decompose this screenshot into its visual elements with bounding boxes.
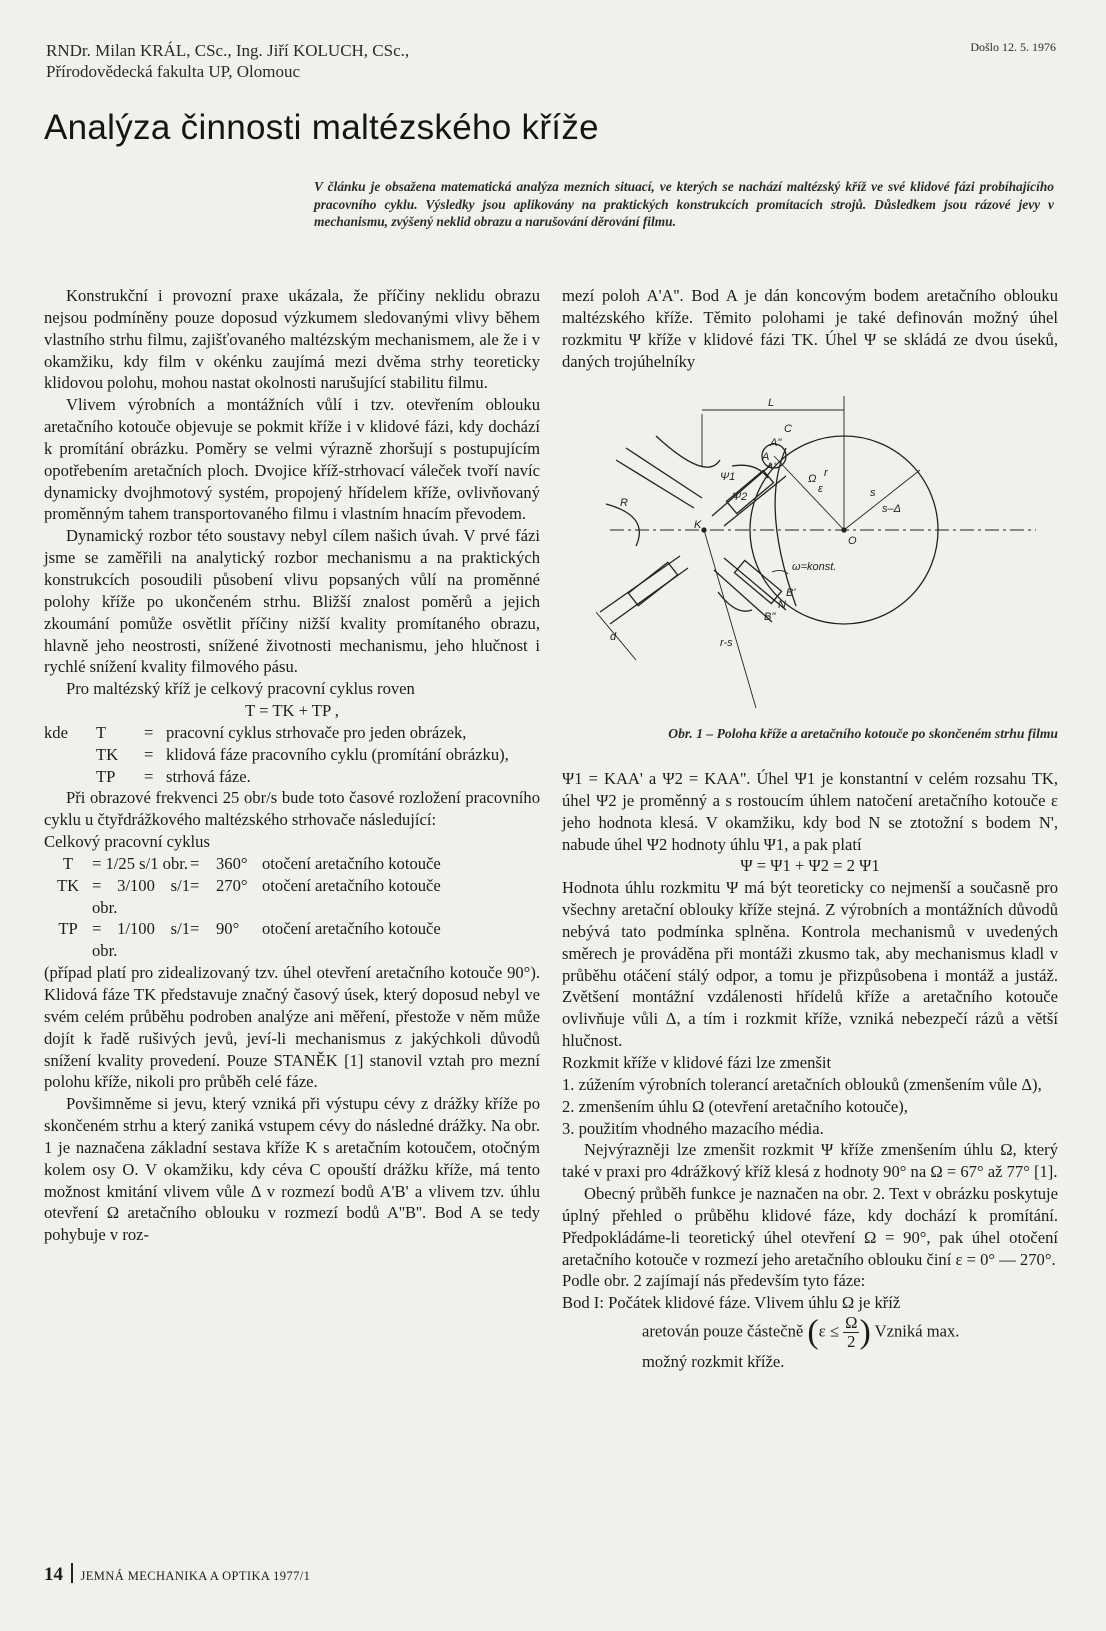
affiliation: Přírodovědecká fakulta UP, Olomouc xyxy=(46,62,300,81)
paragraph: Ψ1 = KAA' a Ψ2 = KAA''. Úhel Ψ1 je konstantní v celém rozsahu TK, úhel Ψ2 je proměnný a s rostoucím úhlem natočení aretačního kotouče ε jeho hodnota klesá. V okamžiku, kdy bod N se ztotožní s bodem N', nabude úhel Ψ2 hodnoty úhlu Ψ1, a pak platí xyxy=(562,769,1058,854)
footer-divider xyxy=(71,1563,73,1583)
paragraph: Hodnota úhlu rozkmitu Ψ má být teoreticky co nejmenší a současně pro všechny aretační oblouky kříže stejná. Z výrobních a montážních důvodů nebývá tato podmínka splněna. Kontrola mechanismů v uvedených směrech je prováděna při montáži zkusmo tak, aby mechanismus kladl v průběhu otáčení stálý odpor, a tomu je přizpůsobena i montáž a justáž. Zvětšení montážní vzdálenosti hřídelů kříže a aretačního kotouče ovlivňuje vůli Δ, a tím i rozkmit kříže, vzniká nebezpečí rázů a větší hlučnost. xyxy=(562,878,1058,1051)
def-symbol: TK xyxy=(96,744,119,764)
bod-line: Bod I: Počátek klidové fáze. Vlivem úhlu Ω je kříž xyxy=(562,1293,901,1313)
timing-symbol: T xyxy=(62,853,74,873)
maltese-cross-diagram xyxy=(596,396,1056,718)
paragraph: Povšimněme si jevu, který vzniká při výstupu cévy z drážky kříže po skončeném strhu a který zaniká vstupem cévy do následné drážky. Na obr. 1 je naznačena základní sestava kříže K s aretačním kotoučem, otočným kolem osy O. V okamžiku, kdy céva C opouští drážku kříže, má tento možnost kmitání vlivem vůle Δ v rozmezí bodů A'B' a vlivem tzv. úhlu otevření Ω aretačního oblouku v rozmezí bodů A''B''. Bod A se tedy pohybuje v roz- xyxy=(44,1094,540,1245)
bod-text: Vzniká max. xyxy=(874,1321,960,1341)
author-block xyxy=(46,40,409,82)
label-N: N xyxy=(778,599,786,611)
timing-angle: 360° xyxy=(216,853,248,873)
list-item: 1. zúžením výrobních tolerancí aretačních oblouků (zmenšením vůle Δ), xyxy=(562,1074,1042,1094)
fraction xyxy=(843,1314,859,1351)
paragraph: Při obrazové frekvenci 25 obr/s bude toto časové rozložení pracovního cyklu u čtyřdrážkového maltézského strhovače následující: xyxy=(44,788,540,830)
article-title: Analýza činnosti maltézského kříže xyxy=(44,108,599,147)
timing-value: = 3/100 s/1 obr. xyxy=(92,875,190,917)
list-item: 2. zmenšením úhlu Ω (otevření aretačního kotouče), xyxy=(562,1096,908,1116)
authors: RNDr. Milan KRÁL, CSc., Ing. Jiří KOLUCH, CSc., xyxy=(46,41,410,60)
timing-value: = 1/100 s/1 obr. xyxy=(92,919,190,961)
timing-text: otočení aretačního kotouče xyxy=(262,853,441,873)
bod-lhs: ε ≤ xyxy=(818,1321,839,1341)
paragraph: mezí poloh A'A''. Bod A je dán koncovým bodem aretačního oblouku maltézského kříže. Těmito polohami je také definován možný úhel rozkmitu Ψ kříže v klidové fázi TK. Úhel Ψ se skládá ze dvou úseků, daných trojúhelníky xyxy=(562,286,1058,371)
label-A: A xyxy=(762,451,770,463)
paragraph: Rozkmit kříže v klidové fázi lze zmenšit xyxy=(562,1052,832,1072)
label-L: L xyxy=(768,397,775,409)
label-r: r xyxy=(824,467,828,479)
paragraph: Obecný průběh funkce je naznačen na obr. 2. Text v obrázku poskytuje úplný přehled o průběhu klidové fáze, kdy dochází k promítání. Předpokládáme-li teoretický úhel otevření Ω = 90°, pak úhel otočení aretačního kotouče v rozmezí jeho aretačního oblouku činí ε = 0° — 270°. xyxy=(562,1184,1058,1269)
numerator: Ω xyxy=(845,1313,858,1333)
list-item: 3. použitím vhodného mazacího média. xyxy=(562,1118,824,1138)
label-A1: A' xyxy=(766,461,776,473)
paragraph: Pro maltézský kříž je celkový pracovní cyklus roven xyxy=(66,679,415,699)
definitions xyxy=(44,722,540,788)
def-eq: = xyxy=(144,744,154,764)
timing-table xyxy=(44,853,540,962)
label-C: C xyxy=(784,423,792,435)
label-Omega: Ω xyxy=(808,473,817,485)
received-date: Došlo 12. 5. 1976 xyxy=(970,40,1056,54)
right-column xyxy=(562,768,1058,1373)
label-epsilon: ε xyxy=(818,483,823,495)
equation-cycle: T = TK + TP , xyxy=(245,701,339,721)
cross-slot-lower-left xyxy=(600,556,688,624)
def-prefix: kde xyxy=(44,722,68,742)
page-number: 14 xyxy=(44,1564,63,1585)
timing-eq: = xyxy=(190,875,200,895)
right-column-top xyxy=(562,285,1058,372)
timing-text: otočení aretačního kotouče xyxy=(262,875,441,895)
label-K: K xyxy=(694,519,702,531)
def-text: strhová fáze. xyxy=(166,766,251,786)
paragraph: Celkový pracovní cyklus xyxy=(44,832,210,852)
cross-arc-left xyxy=(606,504,639,546)
timing-angle: 90° xyxy=(216,919,240,939)
paragraph: Konstrukční i provozní praxe ukázala, že příčiny neklidu obrazu nejsou podmíněny pouze doposud výzkumem sledovanými vlivy během vlastního strhu filmu, zajišťovaného maltézským mechanismem, ale že i v okamžiku, kdy film v okénku zaujímá mezi dvěma strhy teoreticky klidovou polohu, mohou nastat okolnosti narušující stabilitu filmu. xyxy=(44,286,540,393)
label-omega: ω=konst. xyxy=(792,561,837,573)
timing-eq: = xyxy=(190,919,200,939)
equation-psi: Ψ = Ψ1 + Ψ2 = 2 Ψ1 xyxy=(740,856,880,876)
label-B2: B'' xyxy=(764,611,776,623)
paragraph: Dynamický rozbor této soustavy nebyl cílem našich úvah. V prvé fázi jsme se zaměřili na analytický rozbor mechanismu a na praktických konstrukcích posoudili působení vlivu popsaných vůlí na proměnné polohy kříže po ukončeném strhu. Bližší znalost poměrů a jejich zkoumání pomůže osvětlit příčiny nižší kvality promítaného obrazu, hlavně jeho neostrosti, snížené životnosti mechanismu, jeho hlučnost i rychlé snížení kvality filmového pásu. xyxy=(44,526,540,677)
center-O xyxy=(842,528,846,532)
label-psi2: Ψ2 xyxy=(732,491,748,503)
def-symbol: T xyxy=(96,722,107,742)
def-prefix xyxy=(44,744,96,766)
bod-line: možný rozkmit kříže. xyxy=(642,1352,785,1372)
paragraph: Nejvýrazněji lze zmenšit rozkmit Ψ kříže zmenšením úhlu Ω, který také v praxi pro 4drážkový kříž klesá z hodnoty 90° na Ω = 67° až 77° [1]. xyxy=(562,1140,1058,1182)
radius-s xyxy=(844,470,920,530)
label-A2: A'' xyxy=(770,437,782,449)
timing-eq: = xyxy=(190,853,200,873)
paragraph: Vlivem výrobních a montážních vůlí i tzv. otevřením oblouku aretačního kotouče objevuje se pokmit kříže i v klidové fázi, kdy dochází k promítání obrázku. Poměry se velmi výrazně zhoršují s postupujícím opotřebením aretačních ploch. Dvojice kříž-strhovací váleček tvoří navíc dynamicky dvojhmotový systém, propojený hřídelem kříže, ovlivňovaný proměnným tahem transportovaného filmu i vlastním hnacím převodem. xyxy=(44,395,540,524)
center-K xyxy=(702,528,706,532)
label-O: O xyxy=(848,535,857,547)
bod-line-formula: aretován pouze částečně (ε ≤ $\frac{\Omega}{2}$ ) Vzniká max. xyxy=(642,1313,960,1352)
timing-symbol: TK xyxy=(56,875,80,895)
timing-text: otočení aretačního kotouče xyxy=(262,919,441,939)
def-text: pracovní cyklus strhovače pro jeden obrázek, xyxy=(166,722,467,742)
paragraph: Podle obr. 2 zajímají nás především tyto fáze: xyxy=(562,1271,866,1291)
def-eq: = xyxy=(144,766,154,786)
label-r-s: r-s xyxy=(720,637,733,649)
label-B1: B' xyxy=(786,587,796,599)
def-eq: = xyxy=(144,722,154,742)
left-column xyxy=(44,285,540,1246)
timing-value: = 1/25 s/1 obr. xyxy=(92,853,189,873)
radius-r-s xyxy=(704,530,756,708)
bod-text: aretován pouze částečně xyxy=(642,1321,804,1341)
label-s-delta: s–Δ xyxy=(882,503,901,515)
figure-caption: Obr. 1 – Poloha kříže a aretačního kotouče po skončeném strhu filmu xyxy=(668,726,1058,741)
timing-angle: 270° xyxy=(216,875,248,895)
cross-arc-top xyxy=(656,436,720,467)
abstract: V článku je obsažena matematická analýza mezních situací, ve kterých se nachází maltézský kříž ve své klidové fázi probíhajícího pracovního cyklu. Výsledky jsou aplikovány na praktických konstrukcích promítacích strojů. Důsledkem jsou rázové jevy v mechanismu, zvýšený neklid obrazu a narušování děrování filmu. xyxy=(314,179,1054,230)
cross-slot-upper-left xyxy=(616,448,702,508)
footer xyxy=(44,1563,310,1586)
journal-name: JEMNÁ MECHANIKA A OPTIKA 1977/1 xyxy=(80,1569,311,1583)
denominator: 2 xyxy=(847,1332,856,1352)
crank-line xyxy=(774,456,844,530)
label-R: R xyxy=(620,497,628,509)
timing-symbol: TP xyxy=(58,919,78,939)
def-text: klidová fáze pracovního cyklu (promítání obrázku), xyxy=(166,744,509,764)
locking-arc xyxy=(775,448,796,606)
label-psi1: Ψ1 xyxy=(720,471,736,483)
paragraph: (případ platí pro zidealizovaný tzv. úhel otevření aretačního kotouče 90°). Klidová fáze TK představuje značný časový úsek, který doposud nebyl ve svém celém průběhu podroben analýze ani měření, přestože v něm může dojít k řadě rušivých jevů, jeví-li mechanismus z jakýchkoli důvodů snížení kvality provedení. Pouze STANĚK [1] stanovil vztah pro mezní polohu kříže, nikoli pro průběh celé fáze. xyxy=(44,963,540,1092)
label-d: d xyxy=(610,631,617,643)
label-s: s xyxy=(870,487,876,499)
def-prefix xyxy=(44,766,96,788)
def-symbol: TP xyxy=(96,766,116,786)
